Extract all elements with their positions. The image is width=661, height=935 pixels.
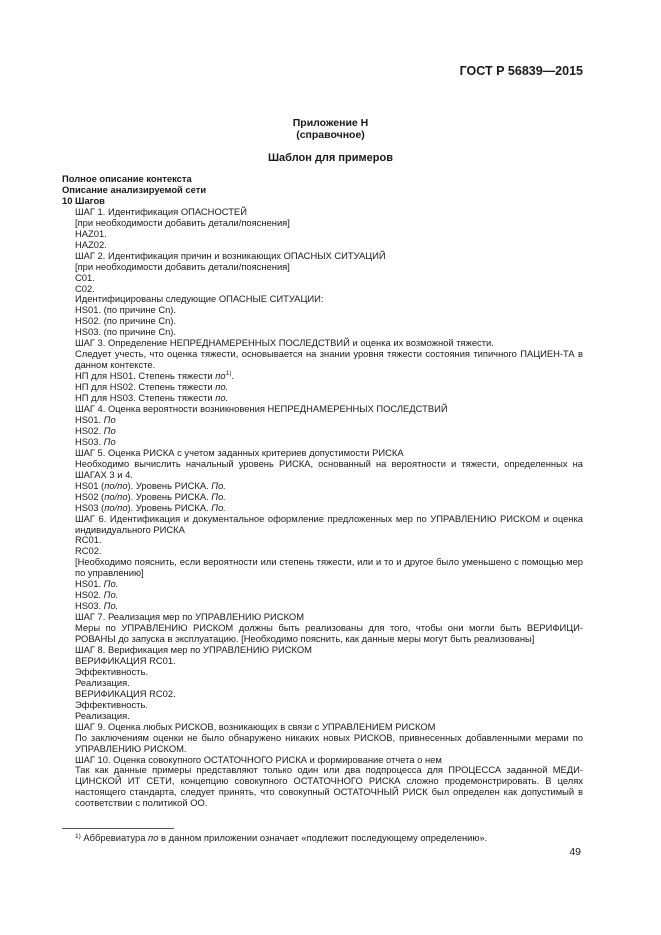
cause-1: C01. [75, 271, 95, 283]
probability-2: HS02. По [75, 424, 116, 436]
situation-2: HS02. (по причине Cn). [75, 315, 177, 327]
step-3-paragraph: Следует учесть, что оценка тяжести, основывается на знании уровня тяжести состояния типичного ПАЦИЕН-ТА в данном контексте. [75, 348, 583, 371]
situation-3: HS03. (по причине Cn). [75, 326, 177, 338]
footnote-separator [62, 828, 174, 829]
risk-control-1: RC01. [75, 534, 102, 546]
step-7-paragraph: Меры по УПРАВЛЕНИЮ РИСКОМ должны быть реализованы для того, чтобы они могли быть ВЕРИФИЦИ-РОВАНЫ до запуска в эксплуатацию. [Необходимо пояснить, как данные меры могут быть реализованы] [75, 622, 583, 645]
step-1: ШАГ 1. Идентификация ОПАСНОСТЕЙ [75, 205, 247, 217]
step-10: ШАГ 10. Оценка совокупного ОСТАТОЧНОГО РИСКА и формирование отчета о нем [75, 753, 442, 765]
severity-1: НП для HS01. Степень тяжести $по^{1)}$. [75, 370, 234, 382]
risk-level-1: HS01 (по/по). Уровень РИСКА. По. [75, 479, 226, 491]
step-7: ШАГ 7. Реализация мер по УПРАВЛЕНИЮ РИСКОМ [75, 611, 305, 623]
implementation-2: Реализация. [75, 709, 130, 721]
cause-2: C02. [75, 282, 95, 294]
control-result-1: HS01. По. [75, 578, 119, 590]
appendix-title: Приложение Н [292, 117, 369, 129]
step-9: ШАГ 9. Оценка любых РИСКОВ, возникающих в связи с УПРАВЛЕНИЕМ РИСКОМ [75, 720, 436, 732]
step-8: ШАГ 8. Верификация мер по УПРАВЛЕНИЮ РИСКОМ [75, 643, 312, 655]
control-result-3: HS03. По. [75, 600, 119, 612]
step-10-paragraph: Так как данные примеры представляют только один или два подпроцесса для ПРОЦЕССА заданной МЕДИ-ЦИНСКОЙ ИТ СЕТИ, концепцию совокупного ОСТАТОЧНОГО РИСКА сложно продемонстрировать. В целях настоящего стандарта, следует принять, что совокупный ОСТАТОЧНЫЙ РИСК был определен как допустимый в соответствии с политикой ОО. [75, 764, 583, 809]
situation-1: HS01. (по причине Cn). [75, 304, 177, 316]
risk-level-3: HS03 (по/по). Уровень РИСКА. По. [75, 501, 226, 513]
risk-level-2: HS02 (по/по). Уровень РИСКА. По. [75, 490, 226, 502]
step-6: ШАГ 6. Идентификация и документальное оформление предложенных мер по УПРАВЛЕНИЮ РИСКОМ и оценка индивидуального РИСКА [75, 512, 583, 535]
document-body [62, 174, 583, 809]
verification-1: ВЕРИФИКАЦИЯ RC01. [75, 654, 176, 666]
risk-control-2: RC02. [75, 545, 102, 557]
standard-number: ГОСТ Р 56839—2015 [459, 64, 583, 78]
appendix-heading: Шаблон для примеров [268, 152, 393, 164]
step-5: ШАГ 5. Оценка РИСКА с учетом заданных критериев допустимости РИСКА [75, 446, 404, 458]
severity-3: НП для HS03. Степень тяжести по. [75, 392, 229, 404]
network-heading: Описание анализируемой сети [62, 183, 207, 195]
probability-3: HS03. По [75, 435, 116, 447]
step-9-paragraph: По заключениям оценки не было обнаружено никаких новых РИСКОВ, привнесенных добавленными мерами по УПРАВЛЕНИЮ РИСКОМ. [75, 731, 583, 754]
effectiveness-1: Эффективность. [75, 665, 148, 677]
step-3: ШАГ 3. Определение НЕПРЕДНАМЕРЕННЫХ ПОСЛЕДСТВИЙ и оценка их возможной тяжести. [75, 337, 494, 349]
context-heading: Полное описание контекста [62, 173, 192, 184]
step-2-note: [при необходимости добавить детали/пояснения] [75, 260, 290, 272]
severity-2: НП для HS02. Степень тяжести по. [75, 381, 229, 393]
step-5-paragraph: Необходимо вычислить начальный уровень РИСКА, основанный на вероятности и тяжести, определенных на ШАГАХ 3 и 4. [75, 457, 583, 480]
implementation-1: Реализация. [75, 676, 130, 688]
footnote: $^{1)}$ Аббревиатура по в данном приложении означает «подлежит последующему определению». [75, 832, 488, 843]
page-number: 49 [569, 846, 581, 858]
step-4: ШАГ 4. Оценка вероятности возникновения НЕПРЕДНАМЕРЕННЫХ ПОСЛЕДСТВИЙ [75, 403, 448, 415]
hazard-2: HAZ02. [75, 238, 107, 250]
steps-heading: 10 Шагов [62, 194, 105, 206]
appendix-subtitle: (справочное) [296, 129, 365, 141]
step-6-note: [Необходимо пояснить, если вероятности или степень тяжести, или и то и другое было уменьшено с помощью мер по управлению] [75, 556, 583, 579]
step-2: ШАГ 2. Идентификация причин и возникающих ОПАСНЫХ СИТУАЦИЙ [75, 249, 386, 261]
step-1-note: [при необходимости добавить детали/пояснения] [75, 216, 290, 228]
identified-situations: Идентифицированы следующие ОПАСНЫЕ СИТУАЦИИ: [75, 293, 324, 305]
verification-2: ВЕРИФИКАЦИЯ RC02. [75, 687, 176, 699]
probability-1: HS01. По [75, 413, 116, 425]
effectiveness-2: Эффективность. [75, 698, 148, 710]
hazard-1: HAZ01. [75, 227, 107, 239]
control-result-2: HS02. По. [75, 589, 119, 601]
